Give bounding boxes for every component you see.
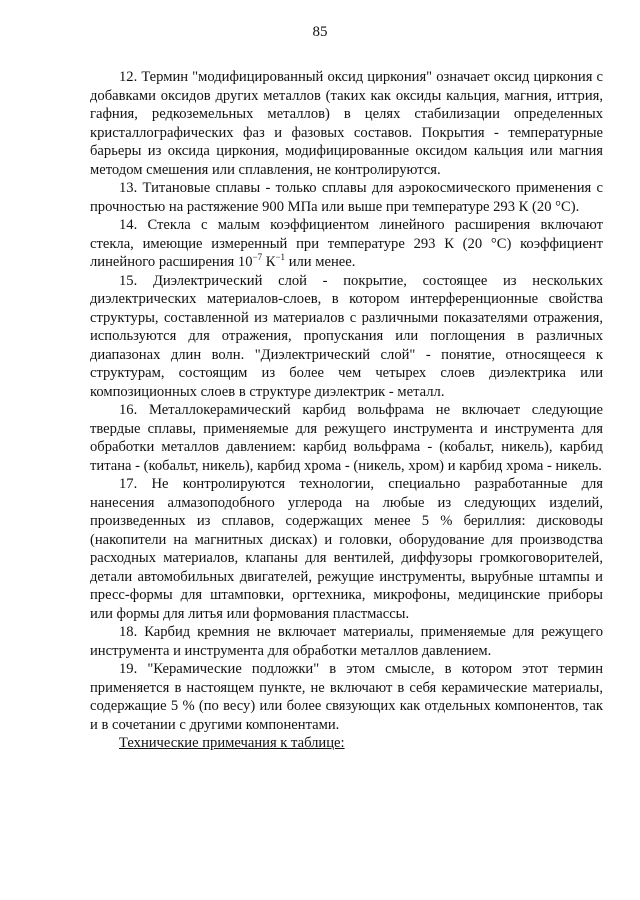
exponent-minus-1: −1 [275, 252, 286, 262]
paragraph-14 [90, 216, 603, 272]
paragraph-14-text: 14. Стекла с малым коэффициентом линейного расширения включают стекла, имеющие измеренный при температуре 293 К (20 °С) коэффициент линейного расширения 10 [90, 217, 603, 270]
paragraph-12: 12. Термин "модифицированный оксид циркония" означает оксид циркония с добавками оксидов других металлов (таких как оксиды кальция, магния, иттрия, гафния, редкоземельных металлов) в целях стабилизации определенных кристаллографических фаз и фазовых составов. Покрытия - температурные барьеры из оксида циркония, модифицированные оксидом кальция или магния методом смешения или сплавления, не контролируются. [90, 69, 603, 178]
paragraph-14-tail: или менее. [285, 254, 356, 270]
exponent-minus-7: −7 [252, 252, 263, 262]
paragraph-15: 15. Диэлектрический слой - покрытие, состоящее из нескольких диэлектрических материалов-слоев, в котором интерференционные свойства структуры, составленной из материалов с различными показателями отражения, используются для отражения, пропускания или поглощения в различных диапазонах длин волн. "Диэлектрический слой" - понятие, относящееся к структурам, состоящим из более чем четырех слоев диэлектрика или композиционных слоев в структуре диэлектрик - металл. [90, 272, 603, 400]
paragraph-18: 18. Карбид кремния не включает материалы, применяемые для режущего инструмента и инструмента для обработки металлов давлением. [90, 624, 603, 659]
document-body [90, 68, 603, 753]
paragraph-19: 19. "Керамические подложки" в этом смысле, в котором этот термин применяется в настоящем пункте, не включают в себя керамические материалы, содержащие 5 % (по весу) или более связующих как отдельных компонентов, так и в сочетании с другими компонентами. [90, 661, 603, 733]
paragraph-16: 16. Металлокерамический карбид вольфрама не включает следующие твердые сплавы, применяемые для режущего инструмента и инструмента для обработки металлов давлением: карбид вольфрама - (кобальт, никель), карбид титана - (кобальт, никель), карбид хрома - (никель, хром) и карбид хрома - никель. [90, 402, 603, 474]
page-number: 85 [312, 24, 328, 40]
technical-notes-heading: Технические примечания к таблице: [119, 735, 345, 751]
paragraph-17: 17. Не контролируются технологии, специально разработанные для нанесения алмазоподобного углерода на любые из следующих изделий, произведенных из сплавов, содержащих менее 5 % бериллия: дисководы (накопители на магнитных дисках) и головки, оборудование для производства расходных материалов, клапаны для вентилей, диффузоры громкоговорителей, детали автомобильных двигателей, режущие инструменты, вырубные штампы и пресс-формы для штамповки, оргтехника, микрофоны, медицинские приборы или формы для литья или формования пластмассы. [90, 476, 603, 622]
unit-kelvin: К [262, 254, 276, 270]
paragraph-13: 13. Титановые сплавы - только сплавы для аэрокосмического применения с прочностью на растяжение 900 МПа или выше при температуре 293 К (20 °С). [90, 180, 603, 215]
